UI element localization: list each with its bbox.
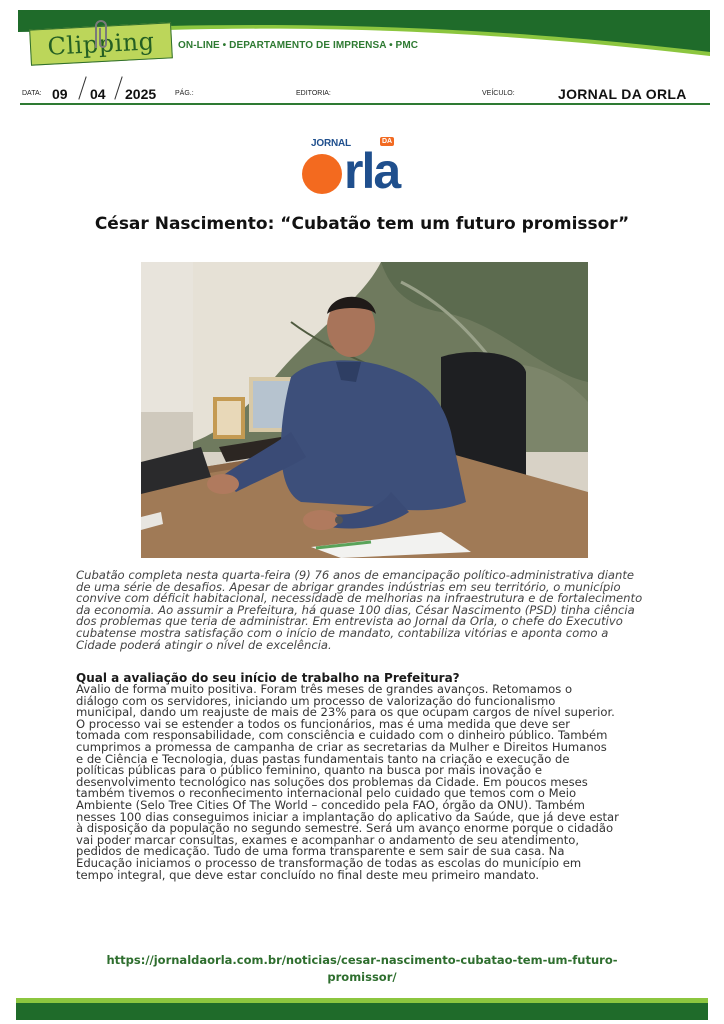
answer-line: vai poder marcar consultas, exames e acompanhar o andamento de seu atendimento, bbox=[76, 832, 580, 847]
answer-line: também tivemos o reconhecimento internacional pelo cuidado que temos com o Meio bbox=[76, 786, 577, 801]
lead-line: de uma série de desafios. Apesar de abrigar grandes indústrias em seu território, o município bbox=[76, 579, 621, 594]
answer-line: nesses 100 dias conseguimos iniciar a implantação do aplicativo da Saúde, que já deve estar bbox=[76, 809, 619, 824]
date-year: 2025 bbox=[125, 86, 157, 102]
lead-line: dos problemas que teria de administrar. Em entrevista ao Jornal da Orla, o chefe do Executivo bbox=[76, 614, 623, 629]
clipping-label: Clipping bbox=[46, 27, 156, 61]
source-link[interactable] bbox=[90, 952, 634, 986]
date-day: 09 bbox=[52, 86, 68, 102]
lead-line: cubatense mostra satisfação com o início de mandato, contabiliza vitórias e aponta como a bbox=[76, 625, 609, 640]
answer-line: municipal, dando um reajuste de mais de 23% para os que ocupam cargos de nível superior. bbox=[76, 705, 615, 720]
answer-line: Educação iniciamos o processo de transformação de todas as escolas do município em bbox=[76, 855, 582, 870]
logo-main-text: rla bbox=[344, 143, 400, 199]
veiculo-label: VEÍCULO: bbox=[482, 90, 515, 97]
answer-line: tomada com responsabilidade, com consciência e cuidado com o dinheiro público. Também bbox=[76, 728, 608, 743]
lead-line: Cubatão completa nesta quarta-feira (9) 76 anos de emancipação político-administrativa diante bbox=[76, 568, 635, 582]
editoria-label: EDITORIA: bbox=[296, 90, 331, 97]
pag-label: PÁG.: bbox=[175, 90, 194, 97]
data-label: DATA: bbox=[22, 90, 42, 97]
meta-row bbox=[20, 76, 712, 106]
answer-line: tempo integral, que deve estar concluído no final deste meu primeiro mandato. bbox=[76, 867, 540, 882]
lead-line: da economia. Ao assumir a Prefeitura, há quase 100 dias, César Nascimento (PSD) tinha ciência bbox=[76, 602, 635, 617]
answer-line: à disposição da população no segundo semestre. Será um avanço enorme porque o cidadão bbox=[76, 821, 614, 836]
paperclip-icon bbox=[88, 18, 114, 52]
answer-line: pedidos de medicação. Tudo de uma forma transparente e sem sair de sua casa. Na bbox=[76, 844, 565, 859]
answer-line: diálogo com os servidores, iniciando um processo de valorização do funcionalismo bbox=[76, 693, 556, 708]
lead-line: Cidade poderá atingir o nível de excelência. bbox=[76, 637, 332, 652]
jornal-da-orla-logo bbox=[300, 138, 424, 198]
source-link-line[interactable]: promissor/ bbox=[327, 970, 397, 984]
date-separator bbox=[114, 76, 122, 99]
article-headline: César Nascimento: “Cubatão tem um futuro promissor” bbox=[94, 214, 630, 234]
footer-bar bbox=[16, 998, 708, 1020]
source-link-line[interactable]: https://jornaldaorla.com.br/noticias/cesar-nascimento-cubatao-tem-um-futuro- bbox=[106, 953, 618, 967]
answer-line: desenvolvimento tecnológico nas soluções dos problemas da Cidade. Em poucos meses bbox=[76, 774, 588, 789]
logo-da-text: DA bbox=[382, 138, 393, 145]
answer-line: O processo vai se estender a todos os funcionários, mas é uma medida que deve ser bbox=[76, 716, 571, 731]
date-month: 04 bbox=[90, 86, 106, 102]
veiculo-name: JORNAL DA ORLA bbox=[558, 86, 687, 102]
answer-line: Ambiente (Selo Tree Cities Of The World – concedido pela FAO, órgão da ONU). Também bbox=[76, 797, 585, 812]
article-photo bbox=[141, 262, 588, 558]
department-title: ON-LINE • DEPARTAMENTO DE IMPRENSA • PMC bbox=[178, 40, 419, 51]
answer-line: e de Ciência e Tecnologia, duas pastas fundamentais tanto na criação e execução de bbox=[76, 751, 570, 766]
answer-line: políticas públicas para o público feminino, quanto na busca por mais inovação e bbox=[76, 763, 542, 778]
interview-question: Qual a avaliação do seu início de trabalho na Prefeitura? bbox=[76, 671, 460, 685]
interview-answer bbox=[76, 684, 654, 881]
answer-line: Avalio de forma muito positiva. Foram três meses de grandes avanços. Retomamos o bbox=[76, 682, 573, 696]
article-lead bbox=[76, 570, 652, 651]
logo-jornal-text: JORNAL bbox=[311, 138, 351, 149]
date-separator bbox=[78, 76, 86, 99]
lead-line: convive com déficit habitacional, necessidade de melhorias na infraestrutura e de fortalecimento bbox=[76, 591, 643, 606]
answer-line: cumprimos a promessa de campanha de criar as secretarias da Mulher e Direitos Humanos bbox=[76, 739, 607, 754]
meta-divider bbox=[20, 103, 710, 105]
logo-orange-circle bbox=[302, 154, 342, 194]
